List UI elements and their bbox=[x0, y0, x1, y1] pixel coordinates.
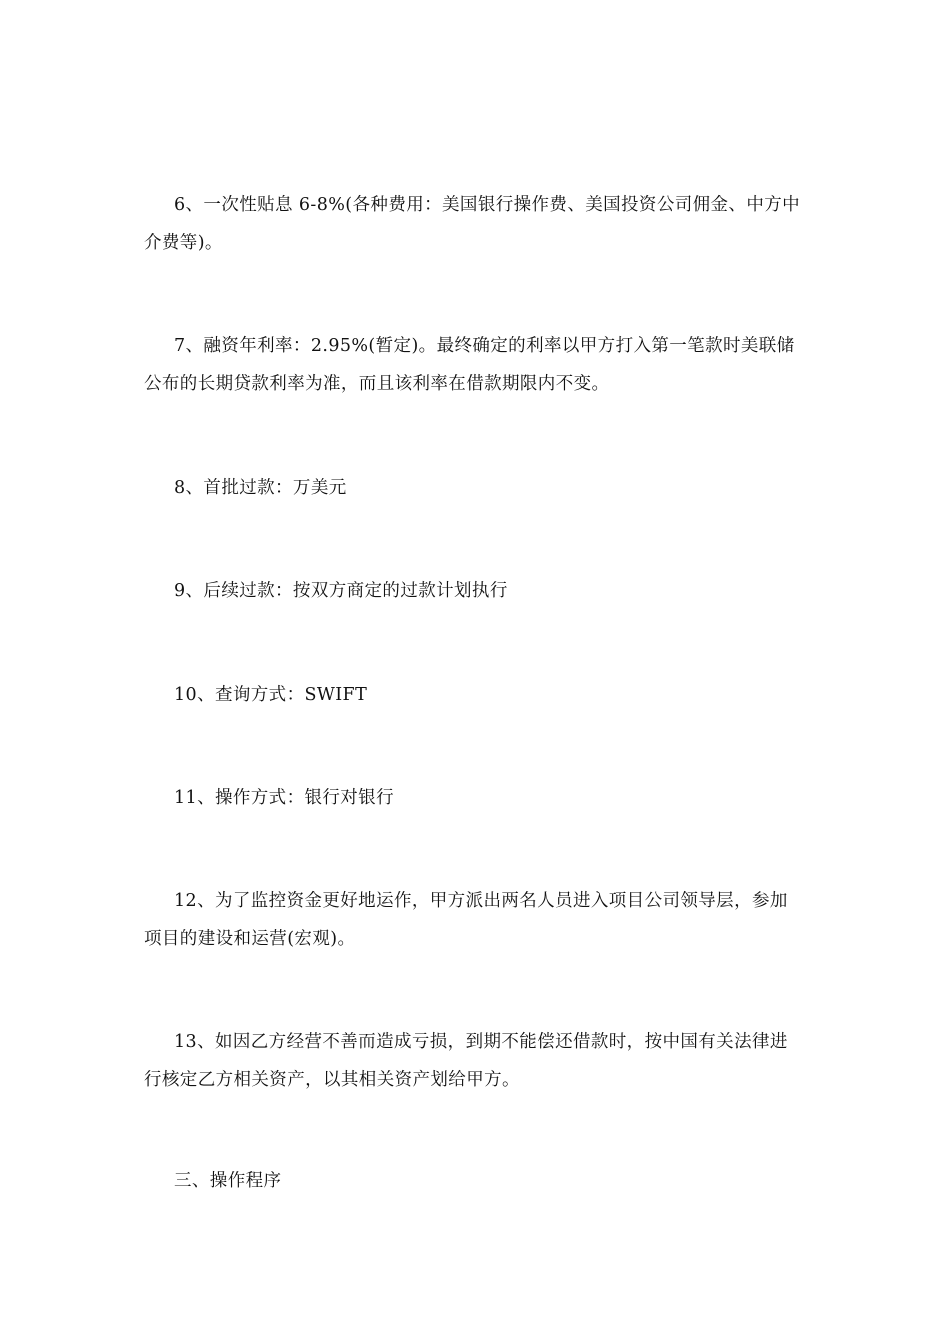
section-heading-operation-procedure: 三、操作程序 bbox=[174, 1171, 282, 1191]
paragraph-item-10: 10、查询方式：SWIFT bbox=[174, 685, 368, 705]
paragraph-item-11: 11、操作方式：银行对银行 bbox=[174, 788, 394, 808]
paragraph-item-7: 7、融资年利率：2.95%(暂定)。最终确定的利率以甲方打入第一笔款时美联储公布的长期贷款利率为准，而且该利率在借款期限内不变。 bbox=[144, 336, 795, 394]
paragraph-item-13: 13、如因乙方经营不善而造成亏损，到期不能偿还借款时，按中国有关法律进行核定乙方相关资产，以其相关资产划给甲方。 bbox=[144, 1032, 788, 1090]
paragraph-item-8: 8、首批过款：万美元 bbox=[174, 478, 347, 498]
paragraph-item-12: 12、为了监控资金更好地运作，甲方派出两名人员进入项目公司领导层，参加项目的建设和运营(宏观)。 bbox=[144, 891, 788, 949]
paragraph-item-6: 6、一次性贴息 6-8%(各种费用：美国银行操作费、美国投资公司佣金、中方中介费等)。 bbox=[144, 195, 801, 253]
paragraph-item-9: 9、后续过款：按双方商定的过款计划执行 bbox=[174, 581, 508, 601]
